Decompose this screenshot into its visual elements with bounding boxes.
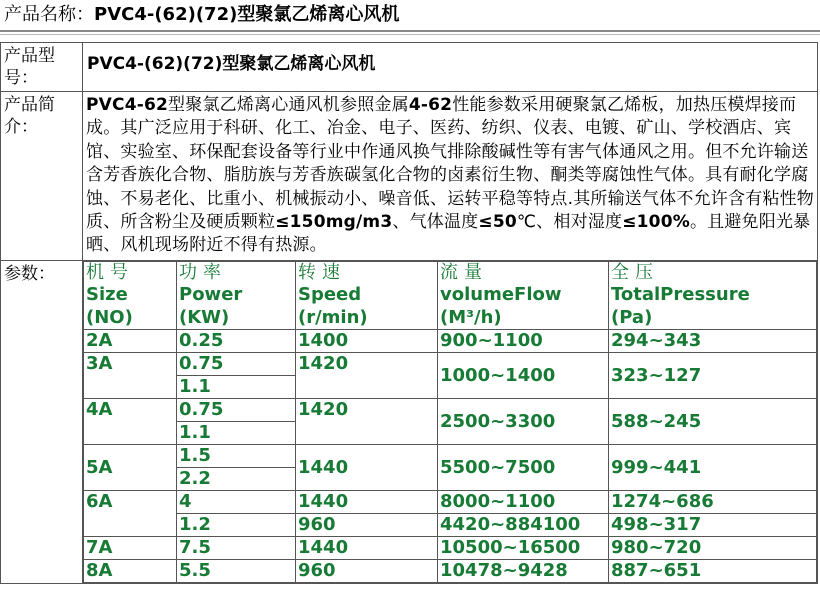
cell-power: 1.5 <box>177 445 296 468</box>
params-table <box>83 261 817 584</box>
col-header-speed: 转速 Speed (r/min) <box>296 261 438 330</box>
cell-pressure: 323~127 <box>609 353 817 399</box>
cell-flow: 900~1100 <box>438 330 609 353</box>
intro-bold-dust: ≤150mg/m3 <box>275 212 393 233</box>
cell-speed: 960 <box>296 514 438 537</box>
cell-power: 4 <box>177 491 296 514</box>
title-divider-thin <box>0 34 820 35</box>
table-row <box>84 330 817 353</box>
intro-bold-temp: ≤50 <box>478 212 517 233</box>
cell-size: 6A <box>84 491 177 537</box>
table-row <box>84 399 817 422</box>
intro-bold-lead: PVC4-62 <box>86 95 169 115</box>
table-row <box>84 560 817 583</box>
cell-pressure: 588~245 <box>609 399 817 445</box>
cell-flow: 8000~1100 <box>438 491 609 514</box>
cell-speed: 1440 <box>296 445 438 491</box>
cell-speed: 960 <box>296 560 438 583</box>
cell-pressure: 999~441 <box>609 445 817 491</box>
cell-flow: 1000~1400 <box>438 353 609 399</box>
cell-size: 4A <box>84 399 177 445</box>
cell-speed: 1420 <box>296 399 438 445</box>
intro-text <box>83 92 818 261</box>
cell-pressure: 1274~686 <box>609 491 817 514</box>
params-label: 参数： <box>1 260 83 584</box>
table-row <box>84 445 817 468</box>
col-header-flow: 流量 volumeFlow (M³/h) <box>438 261 609 330</box>
cell-pressure: 887~651 <box>609 560 817 583</box>
cell-power: 2.2 <box>177 468 296 491</box>
cell-size: 2A <box>84 330 177 353</box>
product-title-label: 产品名称： <box>4 4 94 25</box>
model-label: 产品型号： <box>1 43 83 92</box>
cell-power: 1.1 <box>177 376 296 399</box>
cell-pressure: 498~317 <box>609 514 817 537</box>
intro-text-2: 性能参数采用硬聚氯乙烯板，加热压模焊接而成。其广泛应用于科研、化工、冶金、电子、医药、纺织、仪表、电镀、矿山、学校酒店、宾馆、实验室、环保配套设备等行业中作通风换气排除酸碱性等有害气体通风之用。但不允许输送含芳香族化合物、脂肪族与芳香族碳氢化合物的卤素衍生物、酮类等腐蚀性气体。具有耐化学腐蚀、不易老化、比重小、机械振动小、噪音低、运转平稳等特点.其所输送气体不允许含有粘性物质、所含粉尘及硬质颗粒 <box>86 95 815 233</box>
col-header-pressure: 全压 TotalPressure (Pa) <box>609 261 817 330</box>
cell-power: 0.75 <box>177 399 296 422</box>
cell-flow: 10478~9428 <box>438 560 609 583</box>
cell-pressure: 294~343 <box>609 330 817 353</box>
cell-flow: 2500~3300 <box>438 399 609 445</box>
params-header-row <box>84 261 817 330</box>
intro-text-1: 型聚氯乙烯离心通风机参照金属 <box>168 95 409 115</box>
table-row <box>84 514 817 537</box>
table-row <box>84 491 817 514</box>
product-spec-table <box>0 42 818 584</box>
intro-bold-mid: 4-62 <box>408 95 453 115</box>
cell-size: 8A <box>84 560 177 583</box>
cell-flow: 4420~884100 <box>438 514 609 537</box>
intro-label: 产品简介： <box>1 92 83 261</box>
cell-speed: 1400 <box>296 330 438 353</box>
intro-row <box>1 92 818 261</box>
col-header-power: 功率 Power (KW) <box>177 261 296 330</box>
table-row <box>84 537 817 560</box>
product-title <box>4 3 399 27</box>
cell-power: 7.5 <box>177 537 296 560</box>
cell-speed: 1440 <box>296 491 438 514</box>
intro-bold-humidity: ≤100% <box>622 212 690 233</box>
cell-size: 5A <box>84 445 177 491</box>
cell-size: 3A <box>84 353 177 399</box>
title-divider <box>0 30 820 32</box>
intro-text-3: 、气体温度 <box>392 212 479 233</box>
product-title-name: PVC4-(62)(72)型聚氯乙烯离心风机 <box>94 4 400 25</box>
cell-power: 1.1 <box>177 422 296 445</box>
cell-size: 7A <box>84 537 177 560</box>
cell-power: 1.2 <box>177 514 296 537</box>
cell-speed: 1420 <box>296 353 438 399</box>
cell-power: 0.75 <box>177 353 296 376</box>
intro-text-4: ℃、相对湿度 <box>516 212 623 233</box>
table-row <box>84 353 817 376</box>
col-header-size: 机号 Size (NO) <box>84 261 177 330</box>
cell-speed: 1440 <box>296 537 438 560</box>
cell-flow: 10500~16500 <box>438 537 609 560</box>
cell-pressure: 980~720 <box>609 537 817 560</box>
cell-flow: 5500~7500 <box>438 445 609 491</box>
intro-text-5: 。且避免阳光暴晒、风机现场附近不得有热源。 <box>86 212 811 256</box>
params-row <box>1 260 818 584</box>
model-value: PVC4-(62)(72)型聚氯乙烯离心风机 <box>83 43 818 92</box>
cell-power: 0.25 <box>177 330 296 353</box>
model-row <box>1 43 818 92</box>
cell-power: 5.5 <box>177 560 296 583</box>
